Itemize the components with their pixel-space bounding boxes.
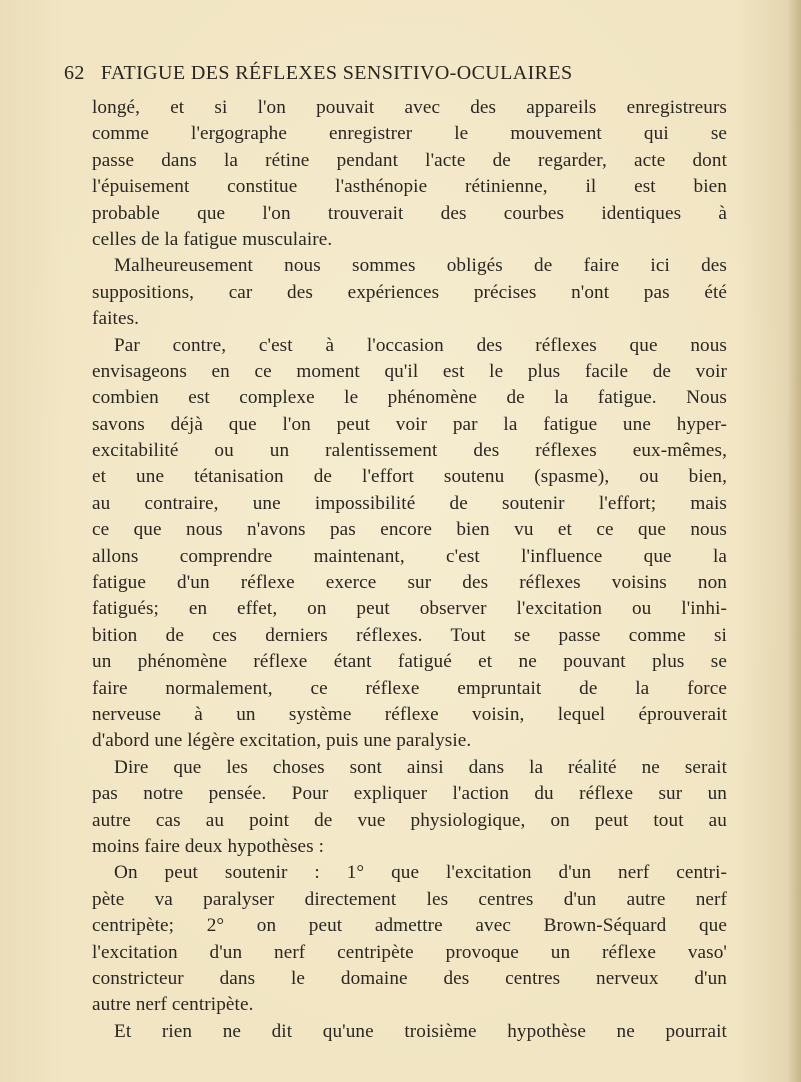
running-header	[64, 62, 684, 92]
text-line: au contraire, une impossibilité de soutenir l'effort; mais	[92, 492, 727, 514]
text-line: centripète; 2° on peut admettre avec Brown-Séquard que	[92, 915, 727, 937]
text-line: passe dans la rétine pendant l'acte de regarder, acte dont	[92, 149, 727, 171]
page-edge-shadow	[787, 0, 801, 1082]
running-title: FATIGUE DES RÉFLEXES SENSITIVO-OCULAIRES	[100, 62, 573, 84]
text-line: nerveuse à un système réflexe voisin, lequel éprouverait	[92, 703, 727, 725]
text-line: moins faire deux hypothèses :	[92, 835, 325, 857]
text-line: Malheureusement nous sommes obligés de faire ici des	[114, 255, 727, 277]
text-line: bition de ces derniers réflexes. Tout se passe comme si	[92, 624, 727, 646]
text-line: On peut soutenir : 1° que l'excitation d'un nerf centri-	[114, 862, 727, 884]
text-line: combien est complexe le phénomène de la fatigue. Nous	[92, 387, 727, 409]
text-line: Par contre, c'est à l'occasion des réflexes que nous	[114, 334, 727, 356]
text-line: pète va paralyser directement les centres d'un autre nerf	[92, 888, 727, 910]
text-line: fatigue d'un réflexe exerce sur des réflexes voisins non	[92, 572, 727, 594]
text-line: constricteur dans le domaine des centres nerveux d'un	[92, 967, 727, 989]
text-line: pas notre pensée. Pour expliquer l'action du réflexe sur un	[92, 783, 727, 805]
text-line: autre cas au point de vue physiologique, on peut tout au	[92, 809, 727, 831]
text-line: suppositions, car des expériences précises n'ont pas été	[92, 281, 727, 303]
text-line: excitabilité ou un ralentissement des réflexes eux-mêmes,	[92, 440, 727, 462]
text-line: faites.	[92, 308, 140, 330]
text-line: allons comprendre maintenant, c'est l'influence que la	[92, 545, 727, 567]
text-line: celles de la fatigue musculaire.	[92, 228, 333, 250]
text-line: Et rien ne dit qu'une troisième hypothèse ne pourrait	[114, 1020, 727, 1042]
text-line: Dire que les choses sont ainsi dans la réalité ne serait	[114, 756, 727, 778]
text-line: savons déjà que l'on peut voir par la fatigue une hyper-	[92, 413, 727, 435]
text-line: comme l'ergographe enregistrer le mouvement qui se	[92, 123, 727, 145]
text-line: probable que l'on trouverait des courbes identiques à	[92, 202, 727, 224]
text-line: autre nerf centripète.	[92, 994, 254, 1016]
page-number: 62	[64, 62, 85, 84]
text-line: longé, et si l'on pouvait avec des appareils enregistreurs	[92, 97, 727, 118]
text-line: l'épuisement constitue l'asthénopie rétinienne, il est bien	[92, 176, 727, 198]
text-line: fatigués; en effet, on peut observer l'excitation ou l'inhi-	[92, 598, 727, 620]
text-line: l'excitation d'un nerf centripète provoque un réflexe vaso'	[92, 941, 727, 963]
text-line: d'abord une légère excitation, puis une paralysie.	[92, 730, 472, 752]
text-line: et une tétanisation de l'effort soutenu (spasme), ou bien,	[92, 466, 727, 488]
text-line: un phénomène réflexe étant fatigué et ne pouvant plus se	[92, 651, 727, 673]
text-line: faire normalement, ce réflexe empruntait de la force	[92, 677, 727, 699]
text-line: ce que nous n'avons pas encore bien vu et ce que nous	[92, 519, 727, 541]
body-text	[92, 95, 727, 1045]
text-line: envisageons en ce moment qu'il est le plus facile de voir	[92, 360, 727, 382]
